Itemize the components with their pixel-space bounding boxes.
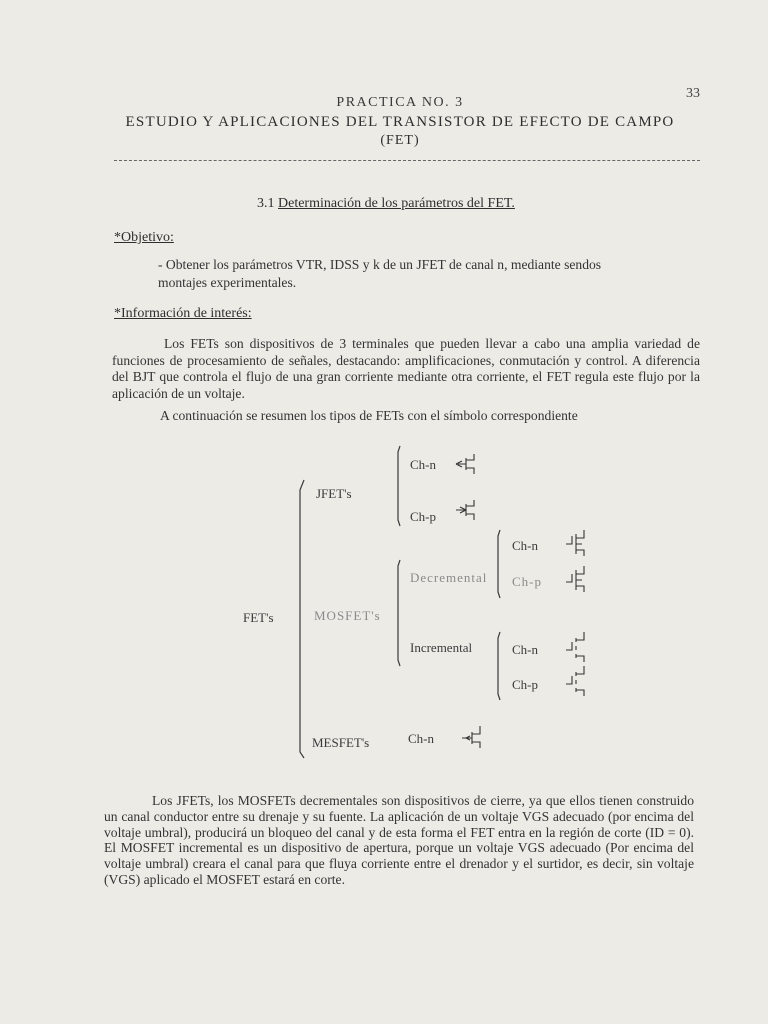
incremental-label: Incremental xyxy=(410,640,473,655)
mosfet-dep-n-symbol xyxy=(566,530,584,556)
mosfet-enh-n-symbol xyxy=(566,632,584,662)
objective-line-1: - Obtener los parámetros VTR, IDSS y k de un JFET de canal n, mediante sendos xyxy=(158,257,602,272)
info-summary: A continuación se resumen los tipos de FETs con el símbolo correspondiente xyxy=(160,408,578,423)
mesfets-label: MESFET's xyxy=(312,735,370,750)
dep-ch-p-label: Ch-p xyxy=(512,574,542,589)
fets-root-label: FET's xyxy=(243,610,274,625)
mosfet-dep-p-symbol xyxy=(566,566,584,592)
mosfet-enh-p-symbol xyxy=(566,666,584,696)
dep-ch-n-label: Ch-n xyxy=(512,538,538,553)
jfets-label: JFET's xyxy=(316,486,352,501)
page-number: 33 xyxy=(686,86,700,101)
enh-ch-p-label: Ch-p xyxy=(512,677,538,692)
jfet-n-symbol xyxy=(456,454,474,474)
info-paragraph: Los FETs son dispositivos de 3 terminales que pueden llevar a cabo una amplia variedad de funciones de procesamiento de señales, destacando: amplificaciones, conmutación y control. A diferencia del BJT que controla el flujo de una gran corriente mediante otra corriente, el FET regula este flujo por la aplicación de un voltaje. xyxy=(112,336,700,401)
mesfet-ch-n-label: Ch-n xyxy=(408,731,434,746)
document-subtitle: (FET) xyxy=(380,133,420,148)
document-title: ESTUDIO Y APLICACIONES DEL TRANSISTOR DE EFECTO DE CAMPO xyxy=(125,114,675,130)
objective-label: *Objetivo: xyxy=(114,230,174,245)
section-title: Determinación de los parámetros del FET. xyxy=(278,196,515,211)
jfet-ch-p-label: Ch-p xyxy=(410,509,436,524)
jfet-ch-n-label: Ch-n xyxy=(410,457,436,472)
jfet-p-symbol xyxy=(456,500,474,520)
mesfet-symbol xyxy=(462,726,480,748)
section-number: 3.1 xyxy=(257,196,275,211)
closing-paragraph: Los JFETs, los MOSFETs decrementales son dispositivos de cierre, ya que ellos tienen construido un canal conductor entre su drenaje y su fuente. La aplicación de un voltaje VGS adecuado (por encima del voltaje umbral), producirá un bloqueo del canal y de esta forma el FET entra en la región de corte (ID = 0). El MOSFET incremental es un dispositivo de apertura, porque un voltaje VGS adecuado (Por encima del voltaje umbral) creara el canal para que fluya corriente entre el drenador y el surtidor, es decir, sin voltaje (VGS) aplicado el MOSFET estará en corte. xyxy=(104,793,694,887)
practice-heading: PRACTICA NO. 3 xyxy=(336,95,464,110)
decremental-label: Decremental xyxy=(410,570,488,585)
mosfets-label: MOSFET's xyxy=(314,608,381,623)
enh-ch-n-label: Ch-n xyxy=(512,642,538,657)
info-label: *Información de interés: xyxy=(114,306,252,321)
objective-line-2: montajes experimentales. xyxy=(158,275,297,290)
